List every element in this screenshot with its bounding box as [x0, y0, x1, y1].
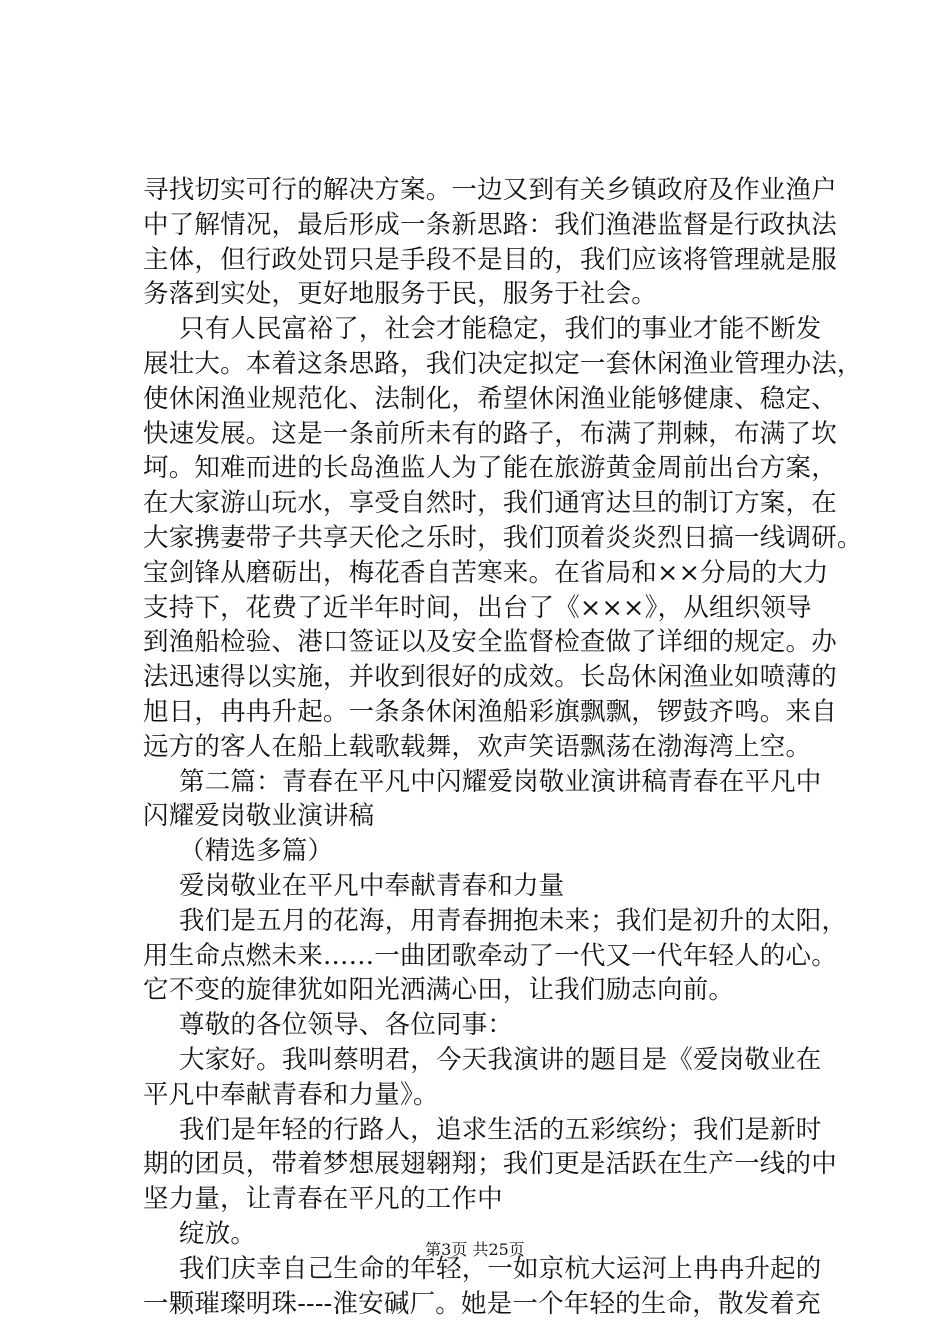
- text-line: 寻找切实可行的解决方案。一边又到有关乡镇政府及作业渔户: [143, 175, 837, 205]
- text-line: 绽放。: [179, 1218, 257, 1249]
- page-footer: [0, 1240, 950, 1260]
- text-line: 爱岗敬业在平凡中奉献青春和力量: [179, 870, 565, 901]
- text-line: 一颗璀璨明珠----淮安碱厂。她是一个年轻的生命，散发着充: [143, 1288, 821, 1319]
- text-line: 旭日，冉冉升起。一条条休闲渔船彩旗飘飘，锣鼓齐鸣。来自: [143, 696, 837, 727]
- text-line: 大家好。我叫蔡明君，今天我演讲的题目是《爱岗敬业在: [179, 1044, 822, 1075]
- text-line: 快速发展。这是一条前所未有的路子，布满了荆棘，布满了坎: [143, 418, 837, 449]
- text-line: 到渔船检验、港口签证以及安全监督检查做了详细的规定。办: [143, 627, 837, 658]
- text-line: 支持下，花费了近半年时间，出台了《×××》，从组织领导: [143, 592, 812, 623]
- text-line: 主体，但行政处罚只是手段不是目的，我们应该将管理就是服: [143, 244, 837, 275]
- text-line: 它不变的旋律犹如阳光洒满心田，让我们励志向前。: [143, 975, 735, 1006]
- text-line: 平凡中奉献青春和力量》。: [143, 1079, 439, 1110]
- text-line: 只有人民富裕了，社会才能稳定，我们的事业才能不断发: [179, 314, 822, 345]
- text-line: 闪耀爱岗敬业演讲稿: [143, 801, 375, 832]
- text-line: 第二篇：青春在平凡中闪耀爱岗敬业演讲稿青春在平凡中: [179, 766, 822, 797]
- text-line: 远方的客人在船上载歌载舞，欢声笑语飘荡在渤海湾上空。: [143, 731, 812, 762]
- text-line: 大家携妻带子共享天伦之乐时，我们顶着炎炎烈日搞一线调研。: [143, 522, 863, 553]
- text-line: 我们是年轻的行路人，追求生活的五彩缤纷；我们是新时: [179, 1114, 822, 1145]
- text-line: 法迅速得以实施，并收到很好的成效。长岛休闲渔业如喷薄的: [143, 662, 837, 693]
- document-body: [143, 173, 863, 1321]
- text-line: （精选多篇）: [179, 836, 334, 867]
- text-line: 宝剑锋从磨砺出，梅花香自苦寒来。在省局和××分局的大力: [143, 557, 829, 588]
- text-line: 坷。知难而进的长岛渔监人为了能在旅游黄金周前出台方案，: [143, 453, 837, 484]
- text-line: 尊敬的各位领导、各位同事：: [179, 1010, 514, 1041]
- text-line: 在大家游山玩水，享受自然时，我们通宵达旦的制订方案，在: [143, 488, 837, 519]
- text-line: 我们庆幸自己生命的年轻，一如京杭大运河上冉冉升起的: [179, 1253, 822, 1284]
- text-line: 务落到实处，更好地服务于民，服务于社会。: [143, 279, 658, 310]
- page-number-label: 第3页 共25页: [425, 1240, 525, 1259]
- text-line: 期的团员，带着梦想展翅翱翔；我们更是活跃在生产一线的中: [143, 1149, 837, 1180]
- text-line: 展壮大。本着这条思路，我们决定拟定一套休闲渔业管理办法，: [143, 348, 863, 379]
- text-line: 用生命点燃未来……一曲团歌牵动了一代又一代年轻人的心。: [143, 940, 837, 971]
- text-line: 我们是五月的花海，用青春拥抱未来；我们是初升的太阳，: [179, 905, 848, 936]
- text-line: 坚力量，让青春在平凡的工作中: [143, 1184, 503, 1215]
- text-line: 中了解情况，最后形成一条新思路：我们渔港监督是行政执法: [143, 209, 837, 240]
- text-line: 使休闲渔业规范化、法制化，希望休闲渔业能够健康、稳定、: [143, 383, 837, 414]
